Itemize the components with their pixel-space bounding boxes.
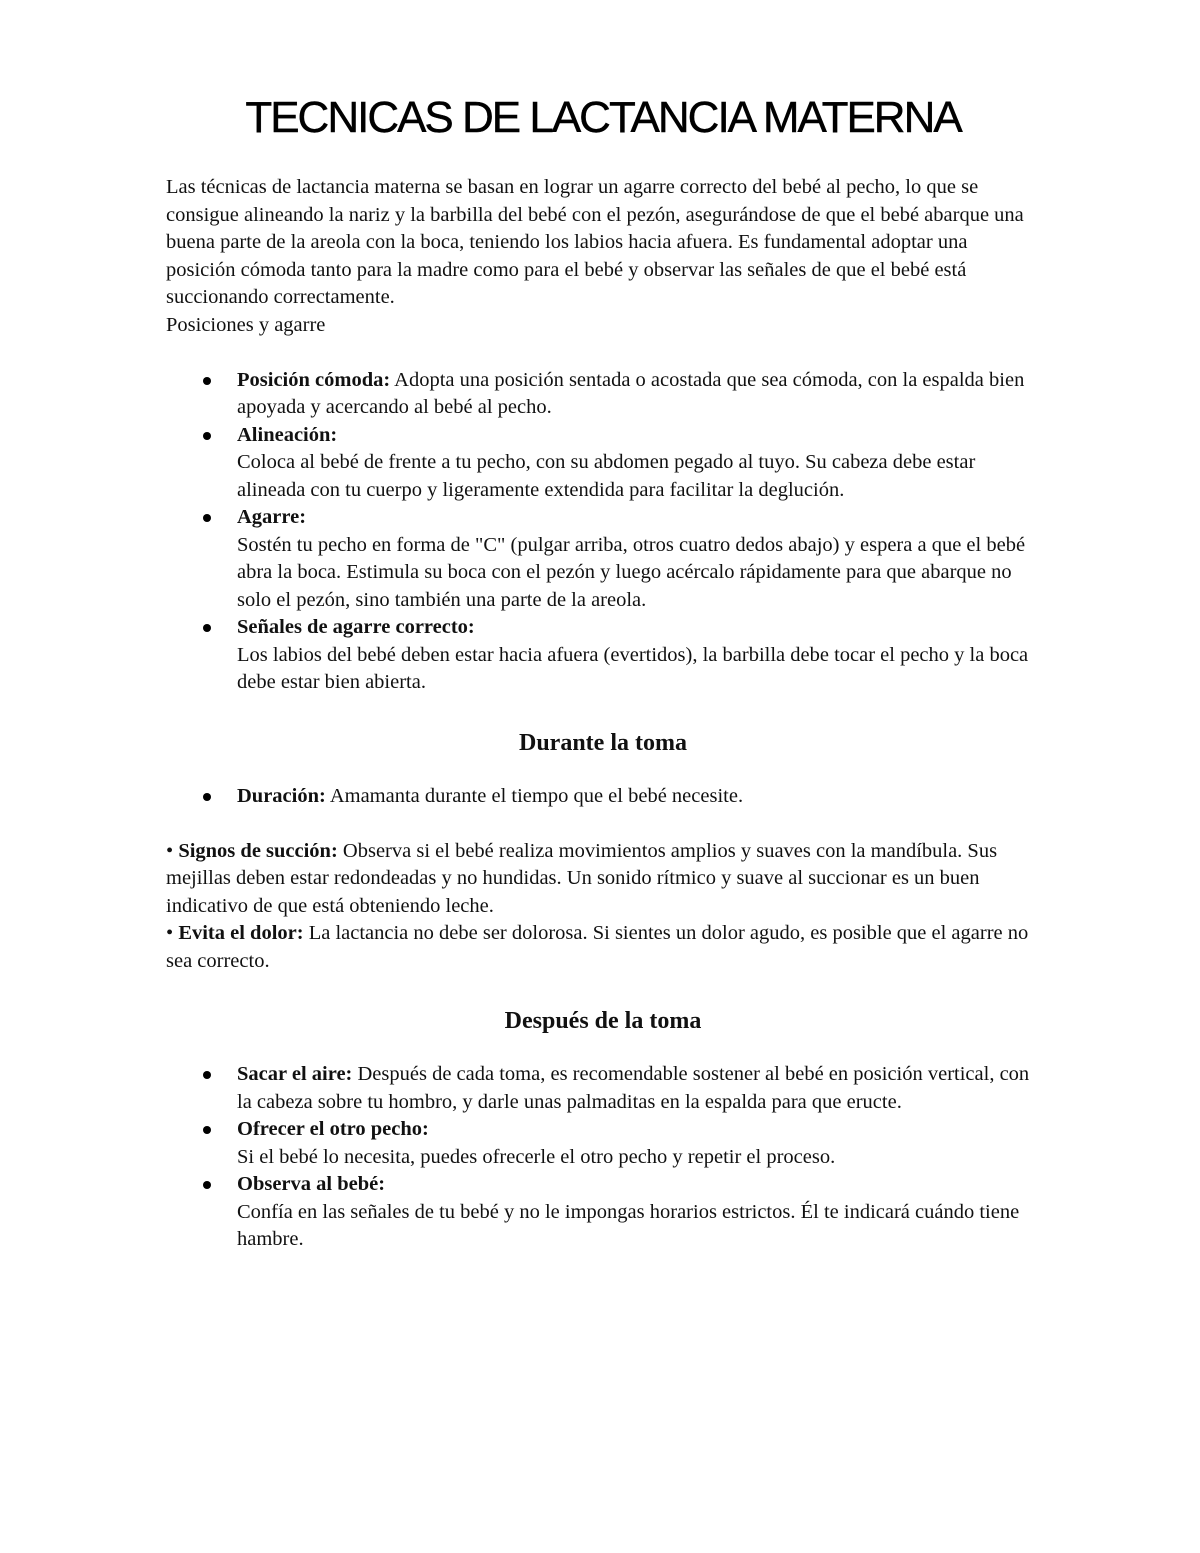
item-label: Ofrecer el otro pecho:	[237, 1118, 429, 1140]
bullet-icon: •	[166, 922, 174, 944]
item-text: Observa si el bebé realiza movimientos amplios y suaves con la mandíbula. Sus mejillas deben estar redondeadas y no hundidas. Un sonido rítmico y suave al succionar es un buen indicativo de que está obteniendo leche.	[166, 839, 998, 917]
item-text: Después de cada toma, es recomendable sostener al bebé en posición vertical, con la cabeza sobre tu hombro, y darle unas palmaditas en la espalda para que eructe.	[237, 1063, 1030, 1113]
item-text: Si el bebé lo necesita, puedes ofrecerle el otro pecho y repetir el proceso.	[237, 1145, 836, 1168]
item-text: Coloca al bebé de frente a tu pecho, con su abdomen pegado al tuyo. Su cabeza debe estar alineada con tu cuerpo y ligeramente extendida para facilitar la deglución.	[237, 451, 976, 501]
item-label: Evita el dolor:	[173, 922, 304, 944]
section-heading-after: Después de la toma	[504, 1008, 702, 1034]
inline-item-pain	[166, 920, 1040, 975]
inline-item-suction	[166, 838, 1040, 921]
item-label: Duración:	[237, 784, 326, 807]
item-label: Sacar el aire:	[237, 1063, 353, 1085]
list-item	[166, 504, 1040, 614]
positions-list	[166, 367, 1040, 697]
list-item	[166, 422, 1040, 505]
item-text: Adopta una posición sentada o acostada que sea cómoda, con la espalda bien apoyada y acercando al bebé al pecho.	[237, 368, 1025, 418]
item-text: La lactancia no debe ser dolorosa. Si sientes un dolor agudo, es posible que el agarre no sea correcto.	[166, 922, 1029, 972]
during-list	[166, 783, 1040, 811]
item-label: Signos de succión:	[173, 839, 338, 862]
bullet-icon: •	[166, 839, 174, 862]
item-text: Los labios del bebé deben estar hacia afuera (evertidos), la barbilla debe tocar el pecho y la boca debe estar bien abierta.	[237, 643, 1029, 693]
bullet-icon	[203, 1126, 211, 1134]
list-item	[166, 1116, 1040, 1171]
item-text: Confía en las señales de tu bebé y no le impongas horarios estrictos. Él te indicará cuándo tiene hambre.	[237, 1200, 1020, 1250]
bullet-icon	[203, 1181, 211, 1189]
after-list	[166, 1061, 1040, 1254]
bullet-icon	[203, 624, 211, 632]
bullet-icon	[203, 514, 211, 522]
item-text: Sostén tu pecho en forma de "C" (pulgar arriba, otros cuatro dedos abajo) y espera a que el bebé abra la boca. Estimula su boca con el pezón y luego acércalo rápidamente para que abarque no solo el pezón, sino también una parte de la areola.	[237, 533, 1026, 611]
bullet-icon	[203, 377, 211, 385]
list-item	[166, 783, 1040, 811]
intro-paragraph: Las técnicas de lactancia materna se basan en lograr un agarre correcto del bebé al pecho, lo que se consigue alineando la nariz y la barbilla del bebé con el pezón, asegurándose de que el bebé abarque una buena parte de la areola con la boca, teniendo los labios hacia afuera. Es fundamental adoptar una posición cómoda tanto para la madre como para el bebé y observar las señales de que el bebé está succionando correctamente.	[166, 176, 1024, 308]
item-label: Observa al bebé:	[237, 1173, 386, 1195]
subsection-label: Posiciones y agarre	[166, 313, 326, 336]
item-label: Alineación:	[237, 423, 338, 446]
list-item	[166, 367, 1040, 422]
item-label: Agarre:	[237, 506, 307, 528]
bullet-icon	[203, 793, 211, 801]
bullet-icon	[203, 432, 211, 440]
list-item	[166, 1061, 1040, 1116]
item-label: Señales de agarre correcto:	[237, 616, 475, 638]
section-heading-during: Durante la toma	[519, 729, 687, 756]
list-item	[166, 614, 1040, 697]
document-title: TECNICAS DE LACTANCIA MATERNA	[245, 93, 961, 142]
list-item	[166, 1171, 1040, 1254]
item-text: Amamanta durante el tiempo que el bebé necesite.	[325, 784, 744, 807]
item-label: Posición cómoda:	[237, 368, 391, 391]
bullet-icon	[203, 1071, 211, 1079]
